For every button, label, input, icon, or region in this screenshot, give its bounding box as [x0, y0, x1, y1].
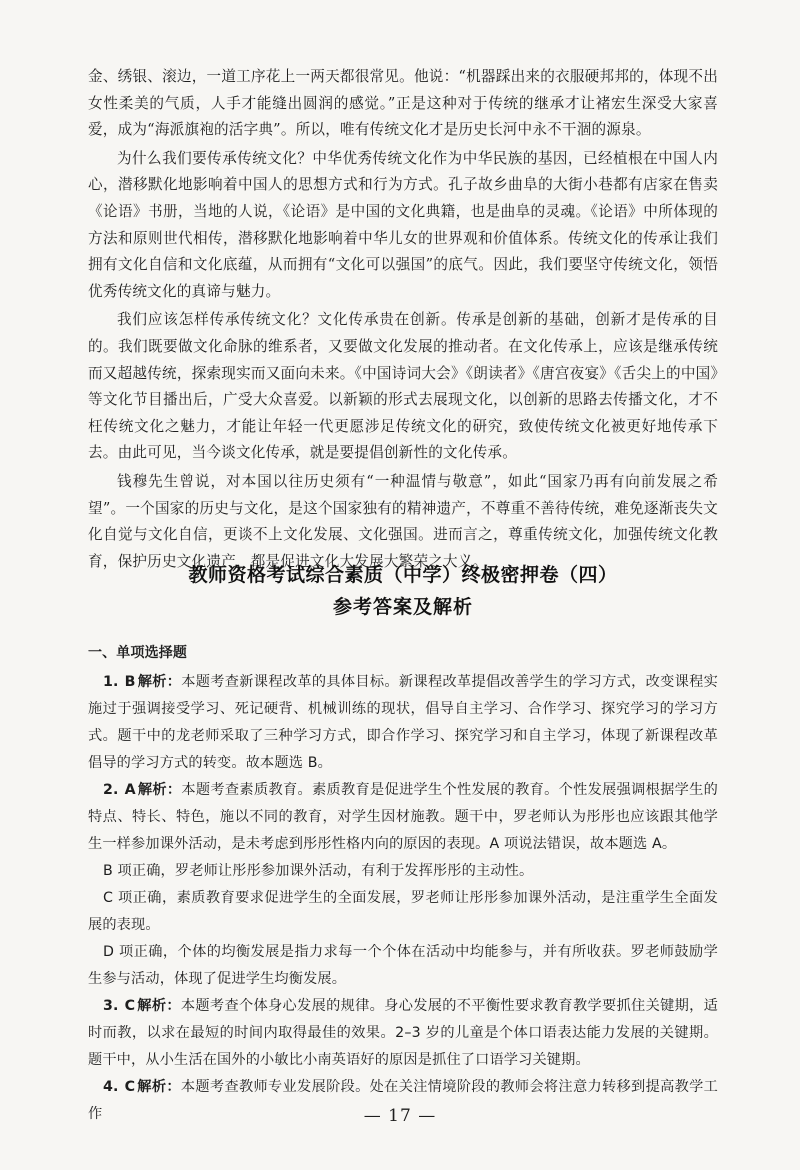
essay-paragraph-4: 钱穆先生曾说，对本国以往历史须有“一种温情与敬意”，如此“国家乃再有向前发展之希望”。一个国家的历史与文化，是这个国家独有的精神遗产，不尊重不善待传统，难免逐渐丧失文化自觉与文化自信，更谈不上文化发展、文化强国。进而言之，尊重传统文化，加强传统文化教育，保护历史文化遗产，都是促进文化大发展大繁荣之大义。 — [88, 472, 718, 570]
exam-title: 教师资格考试综合素质（中学）终极密押卷（四） — [188, 564, 618, 586]
question-answer: C — [124, 1079, 136, 1095]
answer-item-2 — [88, 777, 718, 858]
answer-item-1 — [88, 669, 718, 777]
question-answer: C — [124, 998, 136, 1014]
question-number: 4. — [103, 1079, 119, 1095]
analysis-text: 本题考查个体身心发展的规律。身心发展的不平衡性要求教育教学要抓住关键期，适时而教，以求在最短的时间内取得最佳的效果。2–3 岁的儿童是个体口语表达能力发展的关键期。题干中，从小生活在国外的小敏比小南英语好的原因是抓住了口语学习关键期。 — [88, 998, 718, 1068]
analysis-label: 解析： — [137, 674, 182, 690]
essay-paragraph-2: 为什么我们要传承传统文化？中华优秀传统文化作为中华民族的基因，已经植根在中国人内心，潜移默化地影响着中国人的思想方式和行为方式。孔子故乡曲阜的大街小巷都有店家在售卖《论语》书册，当地的人说，《论语》是中国的文化典籍，也是曲阜的灵魂。《论语》中所体现的方法和原则世代相传，潜移默化地影响着中华儿女的世界观和价值体系。传统文化的传承让我们拥有文化自信和文化底蕴，从而拥有“文化可以强国”的底气。因此，我们要坚守传统文化，领悟优秀传统文化的真谛与魅力。 — [88, 149, 718, 300]
option-c-explanation: C 项正确，素质教育要求促进学生的全面发展，罗老师让彤彤参加课外活动，是注重学生全面发展的表现。 — [88, 890, 718, 933]
question-number: 2. — [103, 782, 119, 798]
analysis-label: 解析： — [137, 1079, 181, 1095]
analysis-label: 解析： — [137, 998, 181, 1014]
option-b-explanation: B 项正确，罗老师让彤彤参加课外活动，有利于发挥彤彤的主动性。 — [103, 863, 534, 879]
question-number: 3. — [103, 998, 119, 1014]
page-number: — 17 — — [363, 1106, 437, 1126]
question-answer: B — [124, 674, 136, 690]
analysis-text: 本题考查素质教育。素质教育是促进学生个性发展的教育。个性发展强调根据学生的特点、特长、特色，施以不同的教育，对学生因材施教。题干中，罗老师认为彤彤也应该跟其他学生一样参加课外活动，是未考虑到彤彤性格内向的原因的表现。A 项说法错误，故本题选 A。 — [88, 782, 718, 852]
essay-paragraph-3: 我们应该怎样传承传统文化？文化传承贵在创新。传承是创新的基础，创新才是传承的目的。我们既要做文化命脉的维系者，又要做文化发展的推动者。在文化传承上，应该是继承传统而又超越传统，探索现实而又面向未来。《中国诗词大会》《朗读者》《唐宫夜宴》《舌尖上的中国》等文化节目播出后，广受大众喜爱。以新颖的形式去展现文化，以创新的思路去传播文化，才不枉传统文化之魅力，才能让年轻一代更愿涉足传统文化的研究，致使传统文化被更好地传承下去。由此可见，当今谈文化传承，就是要提倡创新性的文化传承。 — [88, 311, 718, 462]
exam-title-block — [88, 562, 718, 621]
exam-subtitle: 参考答案及解析 — [332, 596, 473, 618]
analysis-label: 解析： — [137, 782, 182, 798]
section-heading: 一、单项选择题 — [88, 645, 188, 661]
essay-paragraph-1: 金、绣银、滚边，一道工序花上一两天都很常见。他说：“机器踩出来的衣服硬邦邦的，体现不出女性柔美的气质，人手才能缝出圆润的感觉。”正是这种对于传统的继承才让褚宏生深受大家喜爱，成为“海派旗袍的活字典”。所以，唯有传统文化才是历史长河中永不干涸的源泉。 — [88, 68, 718, 139]
analysis-text: 本题考查教师专业发展阶段。处在关注情境阶段的教师会将注意力转移到提高教学工作 — [88, 1079, 718, 1122]
question-number: 1. — [103, 674, 119, 690]
essay-section — [88, 64, 718, 575]
answer-item-3 — [88, 993, 718, 1074]
analysis-text: 本题考查新课程改革的具体目标。新课程改革提倡改善学生的学习方式，改变课程实施过于强调接受学习、死记硬背、机械训练的现状，倡导自主学习、合作学习、探究学习的学习方式。题干中的龙老师采取了三种学习方式，即合作学习、探究学习和自主学习，体现了新课程改革倡导的学习方式的转变。故本题选 B。 — [88, 674, 718, 771]
answers-section — [88, 640, 718, 1128]
question-answer: A — [124, 782, 136, 798]
option-d-explanation: D 项正确，个体的均衡发展是指力求每一个个体在活动中均能参与，并有所收获。罗老师鼓励学生参与活动，体现了促进学生均衡发展。 — [88, 944, 718, 987]
